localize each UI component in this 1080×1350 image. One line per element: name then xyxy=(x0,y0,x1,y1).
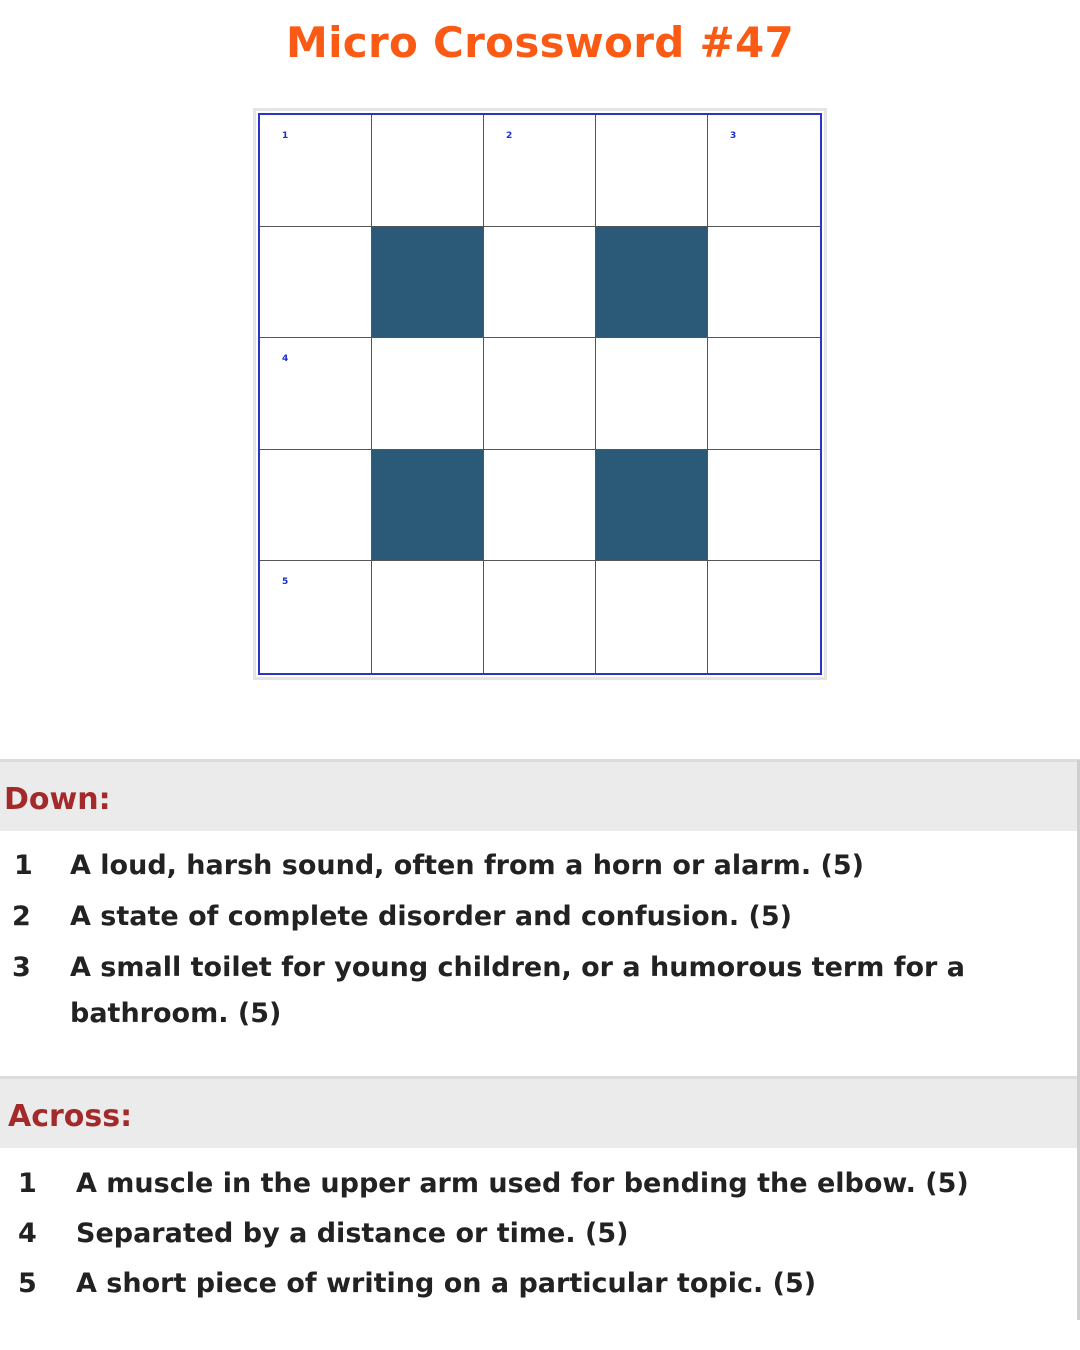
grid-cell[interactable] xyxy=(484,227,596,339)
black-square xyxy=(372,450,484,562)
across-section-header xyxy=(0,1076,1080,1148)
clue-text: A small toilet for young children, or a humorous term for a xyxy=(70,952,965,983)
clue-number: 3 xyxy=(12,952,31,983)
down-clue-1[interactable] xyxy=(14,843,1014,889)
grid-cell[interactable] xyxy=(596,338,708,450)
grid-cell[interactable] xyxy=(484,561,596,673)
grid-cell[interactable] xyxy=(484,115,596,227)
across-heading: Across: xyxy=(8,1099,133,1134)
grid-cell[interactable] xyxy=(260,338,372,450)
clue-number: 5 xyxy=(18,1268,37,1299)
clue-text: A muscle in the upper arm used for bending the elbow. (5) xyxy=(76,1168,969,1199)
grid-cell[interactable] xyxy=(708,561,820,673)
clue-number-label: 2 xyxy=(506,131,513,141)
clue-number: 4 xyxy=(18,1218,37,1249)
across-clue-5[interactable] xyxy=(18,1261,1018,1307)
clue-text: Separated by a distance or time. (5) xyxy=(76,1218,629,1249)
black-square xyxy=(372,227,484,339)
clue-number: 1 xyxy=(14,850,33,881)
grid-cell[interactable] xyxy=(708,227,820,339)
puzzle-title: Micro Crossword #47 xyxy=(285,18,795,67)
grid-cell[interactable] xyxy=(596,115,708,227)
clue-number-label: 4 xyxy=(282,354,289,365)
grid-cell[interactable] xyxy=(260,561,372,673)
clue-text-continued: bathroom. (5) xyxy=(70,998,282,1029)
clue-number-label: 1 xyxy=(282,131,289,141)
crossword-grid-frame xyxy=(253,108,827,680)
across-clue-4[interactable] xyxy=(18,1211,1018,1257)
down-clue-3[interactable] xyxy=(12,945,1012,1037)
grid-cell[interactable] xyxy=(596,561,708,673)
grid-cell[interactable] xyxy=(708,450,820,562)
black-square xyxy=(596,450,708,562)
grid-cell[interactable] xyxy=(708,115,820,227)
crossword-grid[interactable] xyxy=(258,113,822,675)
clue-text: A loud, harsh sound, often from a horn or alarm. (5) xyxy=(70,850,864,881)
clue-number: 1 xyxy=(18,1168,37,1199)
grid-cell[interactable] xyxy=(484,338,596,450)
clue-text: A short piece of writing on a particular topic. (5) xyxy=(76,1268,817,1299)
across-clue-1[interactable] xyxy=(18,1161,1018,1207)
grid-cell[interactable] xyxy=(484,450,596,562)
down-clue-2[interactable] xyxy=(12,894,1012,940)
black-square xyxy=(596,227,708,339)
grid-cell[interactable] xyxy=(260,450,372,562)
clue-text: A state of complete disorder and confusion. (5) xyxy=(70,901,793,932)
grid-cell[interactable] xyxy=(260,115,372,227)
grid-cell[interactable] xyxy=(372,561,484,673)
down-section-header xyxy=(0,759,1080,831)
grid-cell[interactable] xyxy=(372,338,484,450)
down-heading: Down: xyxy=(4,782,111,817)
grid-cell[interactable] xyxy=(260,227,372,339)
grid-cell[interactable] xyxy=(372,115,484,227)
clue-number-label: 3 xyxy=(730,131,737,141)
grid-cell[interactable] xyxy=(708,338,820,450)
clue-number-label: 5 xyxy=(282,577,289,588)
clue-number: 2 xyxy=(12,901,31,932)
